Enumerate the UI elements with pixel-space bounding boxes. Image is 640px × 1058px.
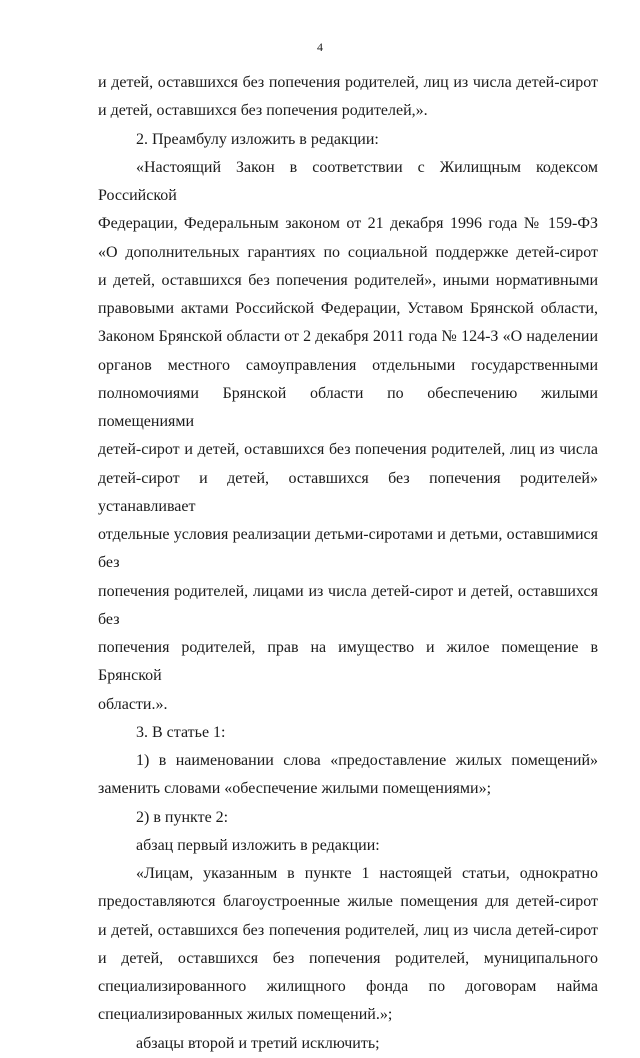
text-line: абзац первый изложить в редакции:	[136, 836, 380, 854]
page-number: 4	[317, 40, 323, 54]
item-heading: 3. В статье 1:	[136, 723, 226, 741]
text-line: «Настоящий Закон в соответствии с Жилищным кодексом Российской	[98, 158, 598, 204]
text-line: и детей, оставшихся без попечения родителей, лиц из числа детей-сирот	[98, 921, 598, 939]
text-line: детей-сирот и детей, оставшихся без попечения родителей, лиц из числа	[98, 441, 598, 459]
text-line: 1) в наименовании слова «предоставление жилых помещений»	[136, 752, 598, 769]
text-line: полномочиями Брянской области по обеспечению жилыми помещениями	[98, 384, 598, 430]
text-line: «О дополнительных гарантиях по социальной поддержке детей-сирот	[98, 243, 598, 261]
text-line: органов местного самоуправления отдельными государственными	[98, 356, 598, 374]
text-line: Федерации, Федеральным законом от 21 декабря 1996 года № 159-ФЗ	[98, 215, 598, 233]
text-line: отдельные условия реализации детьми-сиротами и детьми, оставшимися без	[98, 526, 598, 572]
text-line: области.».	[98, 695, 168, 713]
text-line: специализированного жилищного фонда по договорам найма	[98, 978, 598, 995]
text-line: попечения родителей, прав на имущество и жилое помещение в Брянской	[98, 639, 598, 685]
item-heading: 2) в пункте 2:	[136, 808, 229, 826]
text-line: абзацы второй и третий исключить;	[136, 1034, 380, 1052]
item-heading: 2. Преамбулу изложить в редакции:	[136, 130, 379, 148]
text-line: предоставляются благоустроенные жилые помещения для детей-сирот	[98, 893, 598, 911]
text-line: заменить словами «обеспечение жилыми помещениями»;	[98, 780, 492, 798]
text-line: специализированных жилых помещений.»;	[98, 1006, 393, 1024]
text-line: попечения родителей, лицами из числа детей-сирот и детей, оставшихся без	[98, 582, 598, 628]
text-line: детей-сирот и детей, оставшихся без попечения родителей» устанавливает	[98, 469, 598, 515]
text-line: «Лицам, указанным в пункте 1 настоящей статьи, однократно	[136, 865, 598, 882]
text-line: и детей, оставшихся без попечения родителей, муниципального	[98, 949, 598, 967]
text-line: правовыми актами Российской Федерации, Уставом Брянской области,	[98, 300, 598, 317]
text-line: и детей, оставшихся без попечения родителей,».	[98, 102, 428, 120]
text-line: Законом Брянской области от 2 декабря 2011 года № 124-З «О наделении	[98, 328, 598, 346]
text-line: и детей, оставшихся без попечения родителей, лиц из числа детей-сирот	[98, 74, 598, 91]
document-body	[98, 69, 598, 1058]
text-line: и детей, оставшихся без попечения родителей», иными нормативными	[98, 271, 598, 289]
